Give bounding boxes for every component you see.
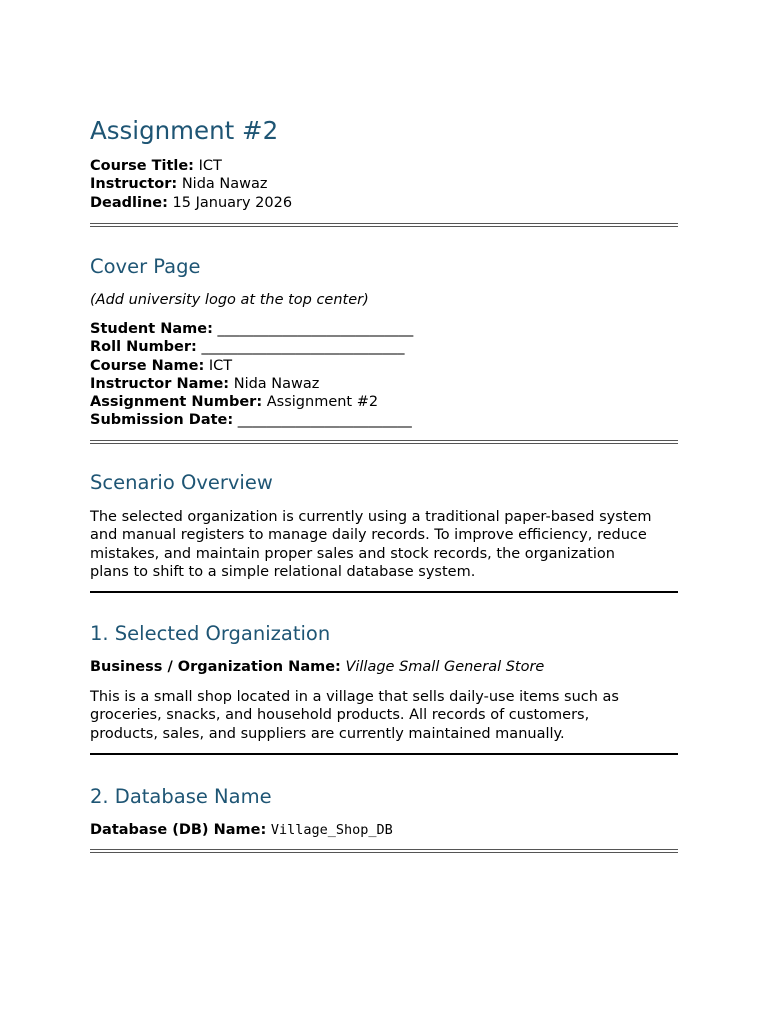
scenario-line: plans to shift to a simple relational database system. (90, 563, 476, 580)
organization-name-value: Village Small General Store (345, 659, 545, 675)
course-title-label: Course Title: (90, 158, 194, 174)
divider-single-1 (90, 591, 678, 593)
organization-paragraph (90, 688, 680, 743)
database-name-value: Village_Shop_DB (270, 822, 393, 838)
assignment-number-label: Assignment Number: (90, 394, 263, 411)
submission-date-line (90, 411, 680, 429)
course-name-line (90, 357, 680, 375)
roll-number-blank: ____________________________ (201, 339, 405, 356)
assignment-number-value: Assignment #2 (266, 394, 379, 411)
database-heading: 2. Database Name (90, 785, 272, 808)
organization-name-line (90, 658, 680, 676)
assignment-number-line (90, 393, 680, 411)
cover-fields (90, 320, 680, 430)
scenario-line: mistakes, and maintain proper sales and stock records, the organization (90, 545, 615, 562)
divider-double-2 (90, 440, 678, 444)
scenario-line: The selected organization is currently using a traditional paper-based system (90, 509, 652, 525)
instructor-line (90, 175, 680, 193)
student-name-line (90, 320, 680, 338)
divider-double-1 (90, 223, 678, 227)
organization-line: groceries, snacks, and household products. All records of customers, (90, 707, 590, 724)
deadline-value: 15 January 2026 (172, 194, 293, 211)
submission-date-blank: ________________________ (237, 412, 412, 429)
page-title: Assignment #2 (90, 116, 279, 145)
instructor-name-line (90, 375, 680, 393)
scenario-line: and manual registers to manage daily records. To improve efficiency, reduce (90, 527, 647, 544)
deadline-line (90, 194, 680, 212)
database-name-label: Database (DB) Name: (90, 822, 267, 838)
roll-number-line (90, 338, 680, 356)
header-meta (90, 157, 680, 212)
deadline-label: Deadline: (90, 194, 168, 211)
organization-name-label: Business / Organization Name: (90, 659, 341, 675)
instructor-name-value: Nida Nawaz (233, 375, 320, 392)
cover-heading: Cover Page (90, 255, 201, 278)
course-name-label: Course Name: (90, 357, 205, 374)
course-title-value: ICT (198, 158, 222, 174)
course-title-line (90, 157, 680, 175)
student-name-blank: ___________________________ (217, 321, 414, 337)
organization-heading: 1. Selected Organization (90, 622, 331, 645)
divider-double-3 (90, 849, 678, 853)
divider-single-2 (90, 753, 678, 755)
scenario-paragraph (90, 508, 680, 581)
instructor-label: Instructor: (90, 176, 178, 193)
organization-line: This is a small shop located in a village that sells daily-use items such as (90, 689, 619, 705)
submission-date-label: Submission Date: (90, 412, 234, 429)
organization-line: products, sales, and suppliers are currently maintained manually. (90, 725, 565, 742)
student-name-label: Student Name: (90, 321, 213, 337)
cover-note: (Add university logo at the top center) (90, 292, 369, 308)
roll-number-label: Roll Number: (90, 339, 197, 356)
instructor-value: Nida Nawaz (181, 176, 268, 193)
scenario-heading: Scenario Overview (90, 471, 273, 494)
database-name-line (90, 821, 680, 839)
instructor-name-label: Instructor Name: (90, 375, 230, 392)
course-name-value: ICT (208, 357, 233, 374)
